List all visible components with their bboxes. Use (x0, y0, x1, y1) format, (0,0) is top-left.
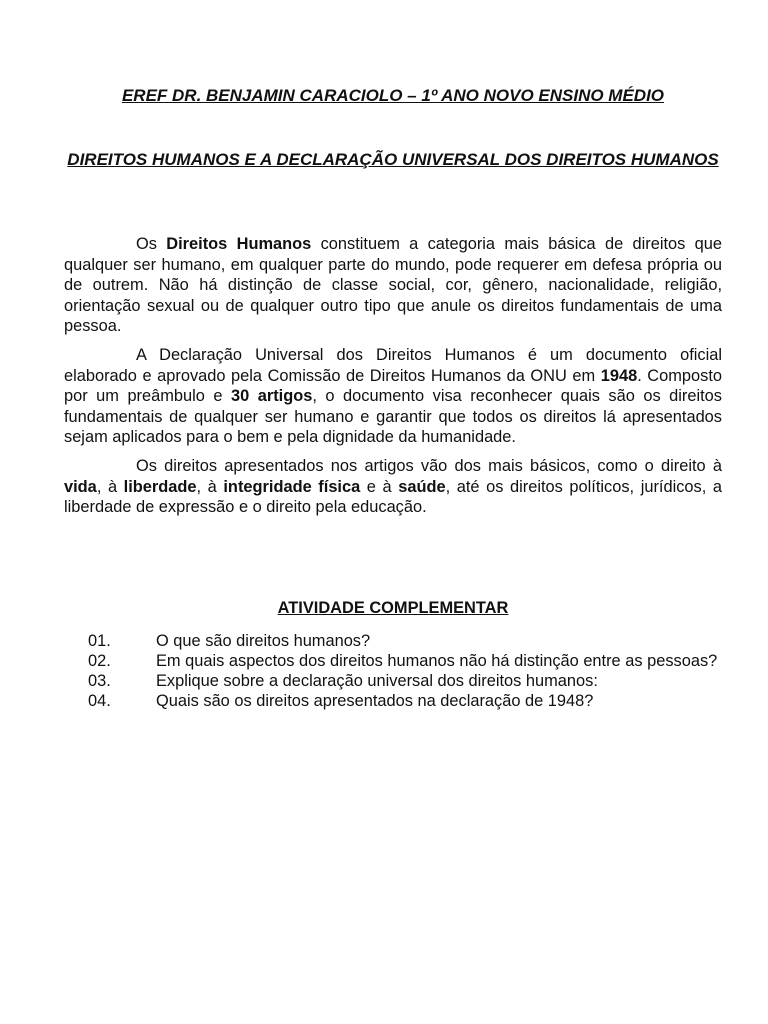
paragraph-text: A Declaração Universal dos Direitos Humanos é um documento oficial elaborado e aprovado pela Comissão de Direitos Humanos da ONU em (64, 345, 722, 385)
question-number: 01. (88, 632, 111, 650)
paragraph-text: e à (360, 477, 399, 496)
activity-title: ATIVIDADE COMPLEMENTAR (277, 599, 509, 617)
question-list (88, 631, 722, 711)
question-text: O que são direitos humanos? (156, 632, 371, 650)
bold-term: vida (64, 477, 97, 496)
question-number: 02. (88, 652, 111, 670)
bold-term: Direitos Humanos (166, 235, 312, 253)
paragraph-text: constituem a categoria mais básica de direitos que qualquer ser humano, em qualquer parte do mundo, pode requerer em defesa própria ou de outrem. Não há distinção de classe social, cor, gênero, nacionalidade, religião, orientação sexual ou de qualquer outro tipo que anule os direitos fundamentais de uma pessoa. (64, 235, 723, 336)
document-body (64, 234, 722, 526)
paragraph-text: , o documento visa reconhecer quais são os direitos fundamentais de qualquer ser humano e garantir que todos os direitos lá apresentados sejam aplicados para o bem e pela dignidade da humanidade. (64, 387, 722, 447)
question-item (88, 671, 722, 691)
bold-term: 30 artigos (231, 387, 313, 406)
school-title: EREF DR. BENJAMIN CARACIOLO – 1º ANO NOVO ENSINO MÉDIO (121, 86, 665, 105)
paragraph-text: , até os direitos políticos, jurídicos, a liberdade de expressão e o direito pela educação. (64, 477, 722, 517)
document-title: DIREITOS HUMANOS E A DECLARAÇÃO UNIVERSAL DOS DIREITOS HUMANOS (67, 150, 719, 169)
paragraph-direitos-apresentados (64, 456, 722, 518)
paragraph-direitos-humanos (64, 234, 722, 337)
question-item (88, 651, 722, 671)
question-number: 04. (88, 692, 111, 710)
bold-term: saúde (398, 477, 446, 496)
question-text: Quais são os direitos apresentados na declaração de 1948? (156, 692, 594, 710)
paragraph-text: , à (196, 477, 224, 496)
question-number: 03. (88, 672, 111, 690)
bold-term: integridade física (223, 477, 361, 496)
question-text: Em quais aspectos dos direitos humanos não há distinção entre as pessoas? (156, 652, 718, 670)
paragraph-text: Os direitos apresentados nos artigos vão dos mais básicos, como o direito à (136, 456, 722, 475)
paragraph-text: Os (136, 235, 167, 253)
paragraph-text: . Composto por um preâmbulo e (64, 366, 723, 406)
question-item (88, 691, 722, 711)
question-text: Explique sobre a declaração universal dos direitos humanos: (156, 672, 598, 690)
bold-term: 1948 (600, 366, 638, 385)
paragraph-declaracao (64, 345, 722, 448)
bold-term: liberdade (123, 477, 197, 496)
question-item (88, 631, 722, 651)
paragraph-text: , à (96, 477, 124, 496)
